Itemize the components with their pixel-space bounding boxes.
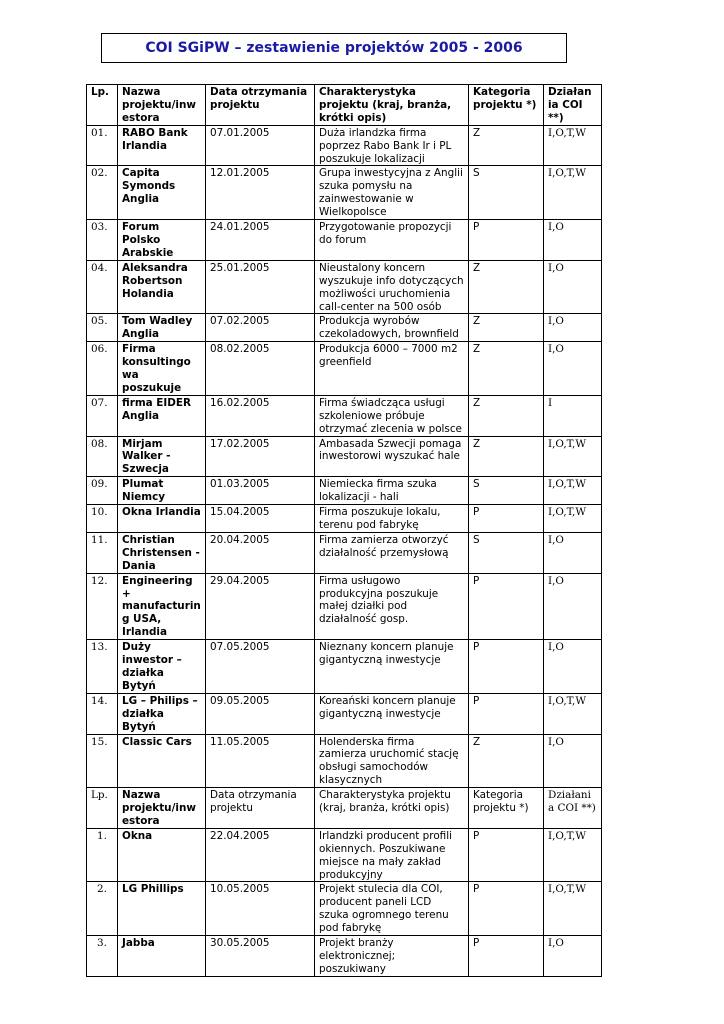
- row-lp: 06.: [87, 342, 118, 396]
- header-description: Charakterystyka projektu (kraj, branża, krótki opis): [315, 85, 469, 126]
- table-row: [87, 220, 602, 261]
- table-header-row: [87, 85, 602, 126]
- row-date: 16.02.2005: [206, 395, 315, 436]
- row-description: Irlandzki producent profili okiennych. Poszukiwane miejsce na mały zakład produkcyjny: [315, 828, 469, 882]
- row-actions: I,O: [544, 220, 602, 261]
- subheader-lp: Lp.: [87, 788, 118, 829]
- row-date: 20.04.2005: [206, 532, 315, 573]
- subheader-description: Charakterystyka projektu (kraj, branża, krótki opis): [315, 788, 469, 829]
- page-title: COI SGiPW – zestawienie projektów 2005 - 2006: [145, 40, 523, 56]
- row-date: 11.05.2005: [206, 734, 315, 788]
- row-description: Firma poszukuje lokalu, terenu pod fabrykę: [315, 505, 469, 533]
- projects-table-body: [87, 85, 602, 977]
- subheader-category: Kategoria projektu *): [469, 788, 544, 829]
- row-name: Capita Symonds Anglia: [118, 166, 206, 220]
- table-row: [87, 734, 602, 788]
- row-category: S: [469, 532, 544, 573]
- table-row: [87, 505, 602, 533]
- row-name: LG Phillips: [118, 882, 206, 936]
- row-category: P: [469, 640, 544, 694]
- row-category: Z: [469, 260, 544, 314]
- row-category: Z: [469, 734, 544, 788]
- row-description: Ambasada Szwecji pomaga inwestorowi wyszukać hale: [315, 436, 469, 477]
- row-category: P: [469, 882, 544, 936]
- row-lp: 15.: [87, 734, 118, 788]
- row-description: Grupa inwestycyjna z Anglii szuka pomysłu na zainwestowanie w Wielkopolsce: [315, 166, 469, 220]
- row-category: P: [469, 828, 544, 882]
- table-row: [87, 436, 602, 477]
- row-category: Z: [469, 125, 544, 166]
- row-lp: 02.: [87, 166, 118, 220]
- row-date: 12.01.2005: [206, 166, 315, 220]
- row-actions: I,O: [544, 342, 602, 396]
- row-actions: I,O: [544, 936, 602, 977]
- row-date: 01.03.2005: [206, 477, 315, 505]
- row-lp: 01.: [87, 125, 118, 166]
- table-row: [87, 828, 602, 882]
- row-description: Produkcja wyrobów czekoladowych, brownfield: [315, 314, 469, 342]
- row-lp: 3.: [87, 936, 118, 977]
- row-name: RABO Bank Irlandia: [118, 125, 206, 166]
- row-lp: 07.: [87, 395, 118, 436]
- header-name: Nazwa projektu/inw estora: [118, 85, 206, 126]
- row-date: 22.04.2005: [206, 828, 315, 882]
- table-row: [87, 640, 602, 694]
- row-date: 10.05.2005: [206, 882, 315, 936]
- header-actions: Działan ia COI **): [544, 85, 602, 126]
- row-date: 25.01.2005: [206, 260, 315, 314]
- row-date: 15.04.2005: [206, 505, 315, 533]
- row-actions: I,O,T,W: [544, 436, 602, 477]
- row-date: 30.05.2005: [206, 936, 315, 977]
- header-category: Kategoria projektu *): [469, 85, 544, 126]
- row-name: Plumat Niemcy: [118, 477, 206, 505]
- row-actions: I,O: [544, 532, 602, 573]
- row-lp: 08.: [87, 436, 118, 477]
- row-description: Koreański koncern planuje gigantyczną inwestycje: [315, 693, 469, 734]
- title-box: [101, 33, 567, 63]
- row-actions: I,O,T,W: [544, 828, 602, 882]
- row-actions: I,O: [544, 260, 602, 314]
- row-name: Okna Irlandia: [118, 505, 206, 533]
- row-category: P: [469, 693, 544, 734]
- row-date: 08.02.2005: [206, 342, 315, 396]
- row-lp: 03.: [87, 220, 118, 261]
- row-name: Okna: [118, 828, 206, 882]
- header-lp: Lp.: [87, 85, 118, 126]
- row-category: Z: [469, 342, 544, 396]
- row-lp: 11.: [87, 532, 118, 573]
- row-date: 17.02.2005: [206, 436, 315, 477]
- row-description: Przygotowanie propozycji do forum: [315, 220, 469, 261]
- table-row: [87, 477, 602, 505]
- row-actions: I,O,T,W: [544, 477, 602, 505]
- row-actions: I,O: [544, 573, 602, 640]
- row-name: Firma konsultingo wa poszukuje: [118, 342, 206, 396]
- table-row: [87, 936, 602, 977]
- row-category: P: [469, 573, 544, 640]
- row-actions: I,O,T,W: [544, 882, 602, 936]
- row-lp: 12.: [87, 573, 118, 640]
- table-row: [87, 693, 602, 734]
- table-row: [87, 342, 602, 396]
- row-lp: 1.: [87, 828, 118, 882]
- row-description: Firma usługowo produkcyjna poszukuje małej działki pod działalność gosp.: [315, 573, 469, 640]
- row-actions: I,O,T,W: [544, 693, 602, 734]
- table-row: [87, 314, 602, 342]
- table-row: [87, 395, 602, 436]
- row-category: Z: [469, 395, 544, 436]
- row-lp: 2.: [87, 882, 118, 936]
- row-name: Classic Cars: [118, 734, 206, 788]
- row-category: S: [469, 166, 544, 220]
- row-lp: 13.: [87, 640, 118, 694]
- row-category: Z: [469, 314, 544, 342]
- row-description: Duża irlandzka firma poprzez Rabo Bank Ir i PL poszukuje lokalizacji: [315, 125, 469, 166]
- projects-table: [86, 84, 602, 977]
- subheader-name: Nazwa projektu/inw estora: [118, 788, 206, 829]
- table-row: [87, 260, 602, 314]
- row-description: Firma zamierza otworzyć działalność przemysłową: [315, 532, 469, 573]
- subheader-actions: Działani a COI **): [544, 788, 602, 829]
- row-date: 07.05.2005: [206, 640, 315, 694]
- row-description: Firma świadcząca usługi szkoleniowe próbuje otrzymać zlecenia w polsce: [315, 395, 469, 436]
- row-description: Projekt branży elektronicznej; poszukiwany: [315, 936, 469, 977]
- row-name: Engineering + manufacturin g USA, Irlandia: [118, 573, 206, 640]
- row-name: Jabba: [118, 936, 206, 977]
- row-date: 07.02.2005: [206, 314, 315, 342]
- row-name: Aleksandra Robertson Holandia: [118, 260, 206, 314]
- row-description: Projekt stulecia dla COI, producent paneli LCD szuka ogromnego terenu pod fabrykę: [315, 882, 469, 936]
- row-description: Nieustalony koncern wyszukuje info dotyczących możliwości uruchomienia call-center na 500 osób: [315, 260, 469, 314]
- row-lp: 14.: [87, 693, 118, 734]
- row-actions: I,O: [544, 640, 602, 694]
- row-actions: I,O,T,W: [544, 125, 602, 166]
- header-date: Data otrzymania projektu: [206, 85, 315, 126]
- row-category: P: [469, 936, 544, 977]
- subheader-date: Data otrzymania projektu: [206, 788, 315, 829]
- row-name: LG – Philips – działka Bytyń: [118, 693, 206, 734]
- row-actions: I: [544, 395, 602, 436]
- row-actions: I,O,T,W: [544, 166, 602, 220]
- table-row: [87, 125, 602, 166]
- row-description: Holenderska firma zamierza uruchomić stację obsługi samochodów klasycznych: [315, 734, 469, 788]
- row-lp: 09.: [87, 477, 118, 505]
- row-date: 09.05.2005: [206, 693, 315, 734]
- row-name: firma EIDER Anglia: [118, 395, 206, 436]
- table-row: [87, 166, 602, 220]
- row-name: Mirjam Walker - Szwecja: [118, 436, 206, 477]
- row-lp: 04.: [87, 260, 118, 314]
- row-date: 07.01.2005: [206, 125, 315, 166]
- row-lp: 10.: [87, 505, 118, 533]
- row-lp: 05.: [87, 314, 118, 342]
- row-category: Z: [469, 436, 544, 477]
- row-name: Christian Christensen - Dania: [118, 532, 206, 573]
- table-subheader-row: [87, 788, 602, 829]
- row-actions: I,O,T,W: [544, 505, 602, 533]
- table-row: [87, 573, 602, 640]
- row-description: Produkcja 6000 – 7000 m2 greenfield: [315, 342, 469, 396]
- row-name: Duży inwestor – działka Bytyń: [118, 640, 206, 694]
- table-row: [87, 882, 602, 936]
- row-description: Nieznany koncern planuje gigantyczną inwestycje: [315, 640, 469, 694]
- row-date: 29.04.2005: [206, 573, 315, 640]
- row-date: 24.01.2005: [206, 220, 315, 261]
- row-actions: I,O: [544, 314, 602, 342]
- row-description: Niemiecka firma szuka lokalizacji - hali: [315, 477, 469, 505]
- row-category: P: [469, 505, 544, 533]
- row-actions: I,O: [544, 734, 602, 788]
- row-category: S: [469, 477, 544, 505]
- row-name: Tom Wadley Anglia: [118, 314, 206, 342]
- table-row: [87, 532, 602, 573]
- row-category: P: [469, 220, 544, 261]
- row-name: Forum Polsko Arabskie: [118, 220, 206, 261]
